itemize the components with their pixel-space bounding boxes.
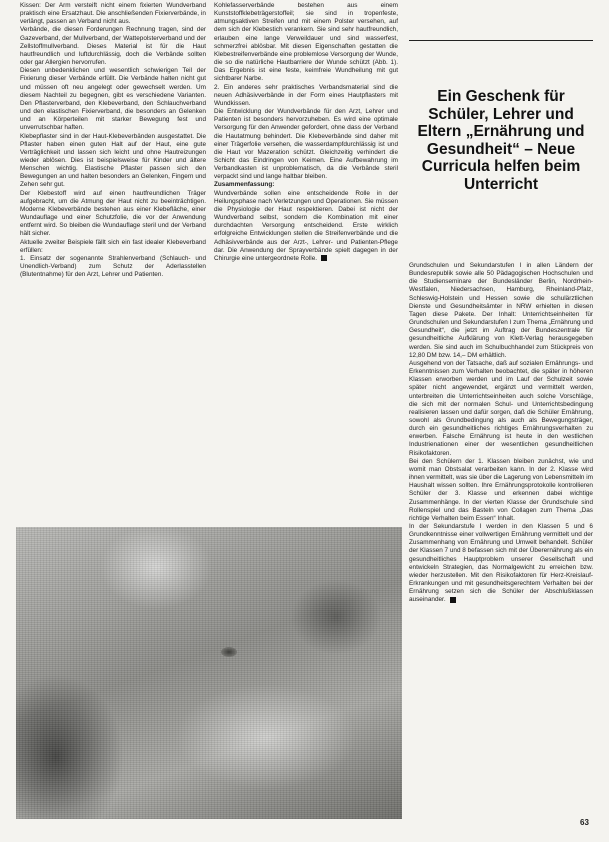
paragraph: Der Klebestoff wird auf einen hautfreundlichen Träger aufgebracht, um die Atmung der Haut nicht zu beeinträchtigen. Moderne Klebeverbände bestehen aus einer Klebefläche, einer Wundauflage und einer Schutzfolie, die vor der Anwendung entfernt wird. So bleiben die Wundauflage steril und der Verband hält sicher. — [20, 189, 206, 238]
paragraph — [214, 190, 398, 263]
photo-grain — [16, 527, 402, 819]
end-of-article-mark — [321, 255, 327, 261]
end-of-article-mark — [450, 597, 456, 603]
paragraph: Aktuelle zweiter Beispiele fällt sich ein fast idealer Klebeverband erfüllen: — [20, 238, 206, 254]
page-number: 63 — [580, 818, 589, 827]
summary-text: Wundverbände sollen eine entscheidende Rolle in der Heilungsphase nach Verletzungen und Operationen. Sie müssen die Physiologie der Haut respektieren. Dabei ist nicht der Wundverband selbst, sondern die Kombination mit einer durchdachten Versorgung entscheidend. Erste wirklich erfolgreiche Entwicklungen stellen die Streifenverbände und die Adhäsivverbände aus der Arzt-, Lehrer- und Patienten-Pflege dar. Die Anwendung der Sprayverbände spielt dagegen in der Chirurgie eine untergeordnete Rolle. — [214, 189, 398, 262]
heading-rule — [409, 40, 593, 41]
paragraph: Die Entwicklung der Wundverbände für den Arzt, Lehrer und Patienten ist besonders hervorzuheben. Es wird eine optimale Versorgung für den Anwender gefordert, ohne dass der Verband die Hautatmung behindert. Die Klebeverbände sind daher mit einer Trägerfolie versehen, die wasserdampfdurchlässig ist und die Haut vor Mazeration schützt. Gleichzeitig verhindert die Schicht das Eindringen von Keimen. Eine Aufbewahrung im Verbandkasten ist unproblematisch, da die Verbände steril verpackt sind und lange haltbar bleiben. — [214, 108, 398, 181]
paragraph: Diesen unbedenklichen und wesentlich schwierigen Teil der Fixierung dieser Verbände erfüllt. Die Verbände halten nicht gut und müssen oft neu angelegt oder gewechselt werden. Um diesem Nachteil zu begegnen, gibt es verschiedene Varianten. Den Pflasterverband, den Klebeverband, den Schlauchverband und den elastischen Fixierverband, die besonders an Gelenken und an Körperteilen mit starker Bewegung fest und unverrutschbar haften. — [20, 67, 206, 132]
photo-detail — [221, 647, 237, 657]
paragraph: Verbände, die diesen Forderungen Rechnung tragen, sind der Gazeverband, der Mullverband, der Wattepolsterverband und der Zellstoffmullverband. Dieses Material ist für die Haut hautfreundlich und luftdurchlässig, doch die Verbände sollten oder gar Allergien hervorrufen. — [20, 26, 206, 67]
paragraph: Grundschulen und Sekundarstufen I in allen Ländern der Bundesrepublik sowie alle 50 Pädagogischen Hochschulen und die Studienseminare der Bundesländer Berlin, Nordrhein-Westfalen, Niedersachsen, Hamburg, Rheinland-Pfalz, Schleswig-Holstein und Hessen sowie die schulärztlichen Dienste und Gesundheitsämter in NRW erhielten in diesen Tagen diese Pakete. Der Inhalt: Unterrichtseinheiten für Grundschulen und Sekundarstufen I zum Thema „Ernährung und Gesundheit“, die jetzt im Auftrag der Bundeszentrale für gesundheitliche Aufklärung von Klett-Verlag herausgegeben werden. Sie sind auch im Schulbuchhandel zum Stückpreis von 12,80 DM bzw. 14,– DM erhältlich. — [409, 262, 593, 359]
article-column-left — [20, 2, 206, 522]
skin-photo — [16, 527, 402, 819]
paragraph: Klebepflaster sind in der Haut-Klebeverbänden ausgestattet. Die Pflaster haben einen guten Halt auf der Haut, eine gute Verträglichkeit und lassen sich leicht und ohne Hautreizungen wieder ablösen. Dies ist beispielsweise für Kinder und ältere Menschen wichtig. Elastische Pflaster passen sich den Bewegungen an und halten besonders an Gelenken, Fingern und Zehen sehr gut. — [20, 132, 206, 189]
paragraph — [409, 523, 593, 605]
paragraph: Kohlefasserverbände bestehen aus einem Kunststoffklebeträgerstoffeil; sie sind in tropenfeste, atmungsaktiven Streifen und mit einem Polster versehen, auf dem sich der Klebestich verankern. Sie sind sehr hautfreundlich, erlauben eine lange Verweildauer und sind wasserfest, schmerzfrei ablösbar. Mit diesen Eigenschaften gestatten die Klebestreifenverbände eine problemlose Versorgung der Wunde, die so die natürliche Hautbarriere der Wunde schützt (Abb. 1). Das Ergebnis ist eine feste, keimfreie Wundheilung mit gut sichtbarer Narbe. — [214, 2, 398, 83]
paragraph: 2. Ein anderes sehr praktisches Verbandsmaterial sind die neuen Adhäsivverbände in der Form eines Hautpflasters mit Wundkissen. — [214, 83, 398, 107]
paragraph: Ausgehend von der Tatsache, daß auf sozialen Ernährungs- und Erkenntnissen zum Verhalten beobachtet, die später in höheren Klassen erworben werden und im Lauf der Schulzeit sowie später nicht angewendet, ergänzt und vermittelt werden, unterbreiten die Unterrichtseinheiten auch solche Vorschläge, die sich mit der normalen Schul- und Unterrichtsbedingung realisieren lassen und dafür sorgen, daß die Schüler Ernährung, sowohl als Grundbedingung als auch als Bewegungsträger, durch ein gesundheitliches richtiges Ernährungsverhalten zu erwerben. Falsche Ernährung ist heute in den westlichen Industrienationen einer der wesentlichen gesundheitlichen Risikofaktoren. — [409, 359, 593, 457]
summary-subheading: Zusammenfassung: — [214, 181, 275, 189]
paragraph: Kissen: Der Arm versteift nicht einem fixierten Wundverband praktisch eine Ersatzhaut. Die anschließenden Fixierverbände, in verlängt, passen an Verband nicht aus. — [20, 2, 206, 26]
paragraph: Bei den Schülern der 1. Klassen bleiben zunächst, wie und womit man Obstsalat verarbeiten kann. In der 2. Klasse wird ihnen vermittelt, was sie über die Lagerung von Lebensmitteln im Haushalt wissen sollten. Ihre Ernährungsprotokolle kontrollieren Schüler der 3. Klasse und erkennen dabei wichtige Zusammenhänge. In der vierten Klasse der Grundschule sind Rollenspiel und das Basteln von Collagen zum Thema „Das richtige Verhalten beim Essen“ Inhalt. — [409, 457, 593, 522]
article-column-middle — [214, 2, 398, 527]
closing-text: In der Sekundarstufe I werden in den Klassen 5 und 6 Grundkenntnisse einer vollwertigen Ernährung vermittelt und der Zusammenhang von Ernährung und Umwelt behandelt. Schüler der Klassen 7 und 8 befassen sich mit der Überernährung als ein gesundheitliches Hauptproblem unserer Gesellschaft und entwickeln Strategien, das Normalgewicht zu erreichen bzw. wieder herzustellen. Mit den Risikofaktoren für Herz-Kreislauf-Erkrankungen und mit gesundheitsgerechtem Verhalten bei der Ernährung setzen sich die Schüler der Abschlußklassen auseinander. — [409, 523, 593, 604]
paragraph: 1. Einsatz der sogenannte Strahlenverband (Schlauch- und Unendlich-Verband) zum Schutz der Aderlasstellen (Blutentnahme) für den Arzt, Lehrer und Patienten. — [20, 254, 206, 279]
article-heading: Ein Geschenk für Schüler, Lehrer und Eltern „Ernährung und Gesundheit“ – Neue Curricula helfen beim Unterricht — [417, 88, 585, 193]
article-column-right — [409, 262, 593, 817]
